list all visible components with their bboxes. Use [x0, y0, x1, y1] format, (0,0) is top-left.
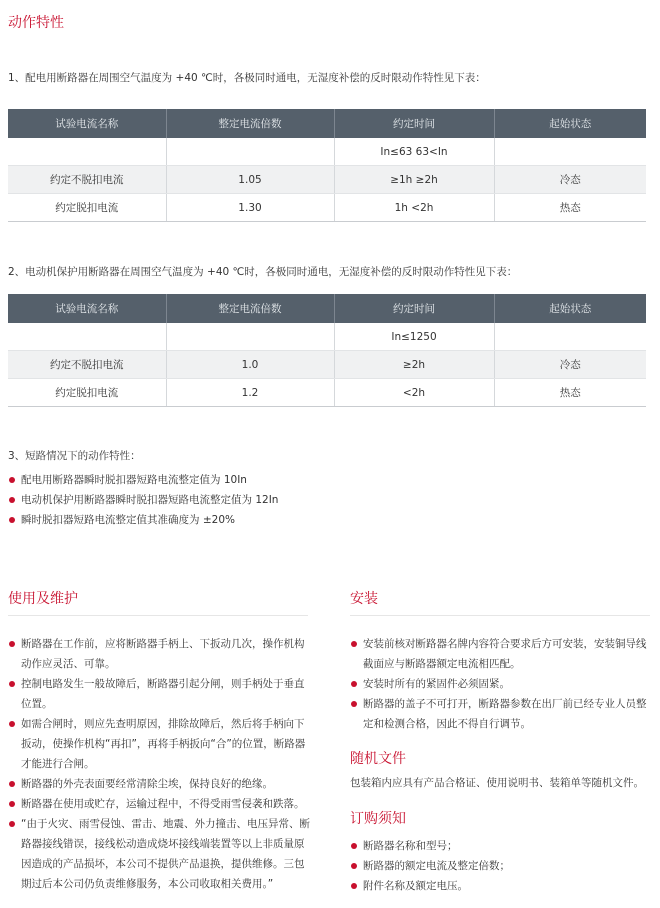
- short-circuit-list: [8, 470, 368, 530]
- table-cell: ≥1h ≥2h: [334, 166, 494, 194]
- divider: [350, 615, 650, 616]
- list-item: 配电用断路器瞬时脱扣器短路电流整定值为 10In: [8, 470, 368, 490]
- table-cell: 约定脱扣电流: [8, 379, 166, 407]
- table-cell: 1.05: [166, 166, 334, 194]
- table-cell: 约定不脱扣电流: [8, 351, 166, 379]
- list-item: 断路器的外壳表面要经常清除尘埃，保持良好的绝缘。: [8, 774, 310, 794]
- table-cell: [8, 323, 166, 351]
- table-cell: 1.2: [166, 379, 334, 407]
- list-item: 断路器在使用或贮存，运输过程中，不得受雨雪侵袭和跌落。: [8, 794, 310, 814]
- table-cell: 冷态: [494, 166, 646, 194]
- column-header: 试验电流名称: [8, 294, 166, 323]
- table-cell: 热态: [494, 379, 646, 407]
- divider: [8, 615, 308, 616]
- table-cell: [166, 138, 334, 166]
- list-item: 断路器的盖子不可打开，断路器参数在出厂前已经专业人员整定和检测合格，因此不得自行调节。: [350, 694, 652, 734]
- installation-list: [350, 634, 652, 734]
- list-item: 电动机保护用断路器瞬时脱扣器短路电流整定值为 12In: [8, 490, 368, 510]
- section-title-installation: 安装: [350, 591, 378, 607]
- list-item: 附件名称及额定电压。: [350, 876, 650, 896]
- list-item: 如需合闸时，则应先查明原因，排除故障后，然后将手柄向下扳动，使操作机构“再扣”，再将手柄扳向“合”的位置，断路器才能进行合闸。: [8, 714, 310, 774]
- table-row: [8, 194, 646, 222]
- table-header-row: [8, 109, 646, 138]
- intro-distribution-breaker: 1、配电用断路器在周围空气温度为 +40 ℃时，各极同时通电，无湿度补偿的反时限动作特性见下表：: [8, 72, 486, 84]
- table-cell: [166, 323, 334, 351]
- table-row: [8, 166, 646, 194]
- column-header: 起始状态: [494, 109, 646, 138]
- table-header-row: [8, 294, 646, 323]
- table-cell: [494, 323, 646, 351]
- table-cell: 约定不脱扣电流: [8, 166, 166, 194]
- intro-motor-breaker: 2、电动机保护用断路器在周围空气温度为 +40 ℃时，各极同时通电，无湿度补偿的反时限动作特性见下表：: [8, 266, 518, 278]
- maintenance-list: [8, 634, 310, 894]
- list-item: 瞬时脱扣器短路电流整定值其准确度为 ±20%: [8, 510, 368, 530]
- table-cell: 1.30: [166, 194, 334, 222]
- column-header: 约定时间: [334, 109, 494, 138]
- list-item: 安装前核对断路器名牌内容符合要求后方可安装，安装铜导线截面应与断路器额定电流相匹配。: [350, 634, 652, 674]
- column-header: 起始状态: [494, 294, 646, 323]
- column-header: 试验电流名称: [8, 109, 166, 138]
- table-cell: [494, 138, 646, 166]
- intro-short-circuit: 3、短路情况下的动作特性：: [8, 450, 141, 462]
- table-cell: [8, 138, 166, 166]
- column-header: 整定电流倍数: [166, 294, 334, 323]
- column-header: 整定电流倍数: [166, 109, 334, 138]
- table-cell: 冷态: [494, 351, 646, 379]
- section-title-documents: 随机文件: [350, 751, 406, 767]
- list-item: 安装时所有的紧固件必须固紧。: [350, 674, 652, 694]
- table-motor-breaker: [8, 294, 646, 407]
- list-item: 断路器的额定电流及整定倍数；: [350, 856, 650, 876]
- list-item: 断路器名称和型号；: [350, 836, 650, 856]
- table-cell: <2h: [334, 379, 494, 407]
- table-cell: 热态: [494, 194, 646, 222]
- list-item: “由于火灾、雨雪侵蚀、雷击、地震、外力撞击、电压异常、断路器接线错误，接线松动造成烧坏接线端装置等以上非质量原因造成的产品损坏，本公司不提供产品退换，提供维修。三包期过后本公司仍负责维修服务，本公司收取相关费用。”: [8, 814, 310, 894]
- table-cell: In≤63 63<In: [334, 138, 494, 166]
- table-cell: 约定脱扣电流: [8, 194, 166, 222]
- table-cell: In≤1250: [334, 323, 494, 351]
- table-row: [8, 379, 646, 407]
- list-item: 控制电路发生一般故障后，断路器引起分闸，则手柄处于垂直位置。: [8, 674, 310, 714]
- documents-text: 包装箱内应具有产品合格证、使用说明书、装箱单等随机文件。: [350, 777, 644, 789]
- list-item: 断路器在工作前，应将断路器手柄上、下扳动几次，操作机构动作应灵活、可靠。: [8, 634, 310, 674]
- table-distribution-breaker: [8, 109, 646, 222]
- table-row: [8, 323, 646, 351]
- table-row: [8, 351, 646, 379]
- table-cell: ≥2h: [334, 351, 494, 379]
- section-title-maintenance: 使用及维护: [8, 591, 78, 607]
- column-header: 约定时间: [334, 294, 494, 323]
- table-cell: 1h <2h: [334, 194, 494, 222]
- table-row: [8, 138, 646, 166]
- table-cell: 1.0: [166, 351, 334, 379]
- section-title-action-characteristics: 动作特性: [8, 15, 64, 31]
- ordering-list: [350, 836, 650, 896]
- section-title-ordering: 订购须知: [350, 811, 406, 827]
